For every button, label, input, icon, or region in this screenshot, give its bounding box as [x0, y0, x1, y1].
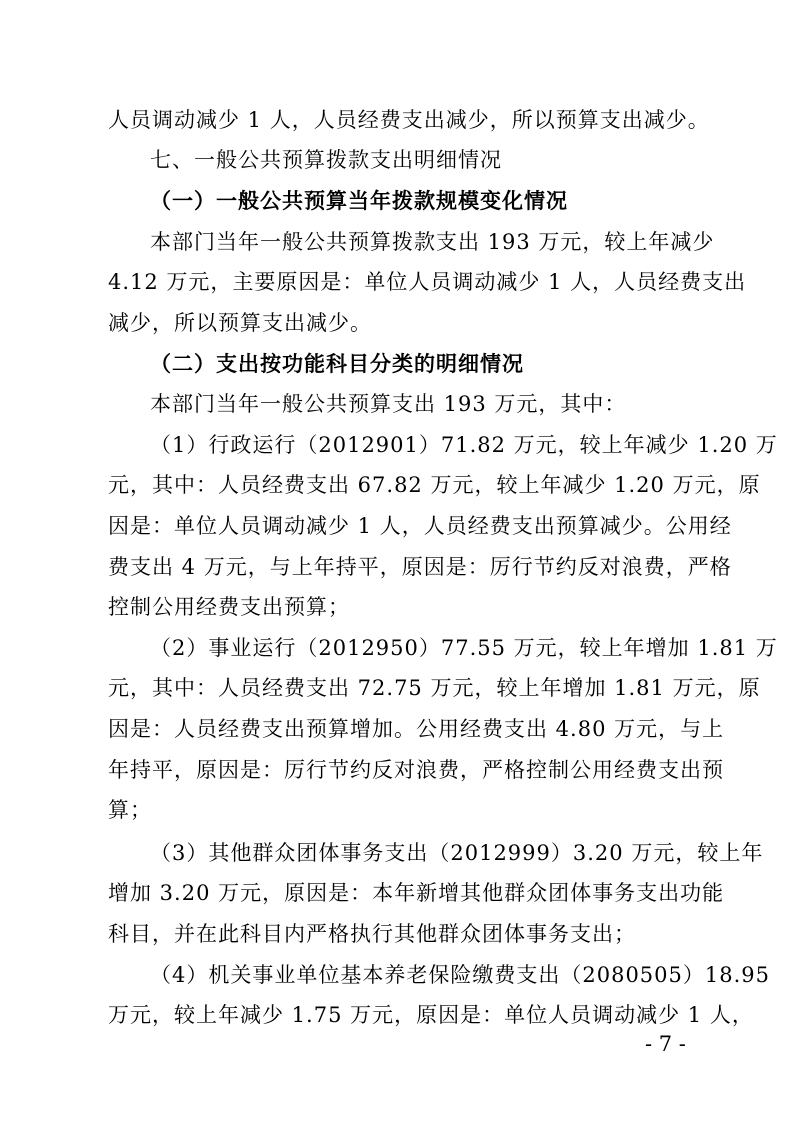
subsection-heading: （一）一般公共预算当年拨款规模变化情况: [150, 189, 568, 213]
body-text-line: （2）事业运行（2012950）77.55 万元，较上年增加 1.81 万: [150, 636, 778, 660]
body-text-line: （1）行政运行（2012901）71.82 万元，较上年减少 1.20 万: [150, 433, 778, 457]
body-text-line: 算；: [108, 798, 152, 822]
body-text-line: 元，其中：人员经费支出 72.75 万元，较上年增加 1.81 万元，原: [108, 676, 761, 700]
body-text-line: 因是：单位人员调动减少 1 人，人员经费支出预算减少。公用经: [108, 514, 732, 538]
body-text-line: 人员调动减少 1 人，人员经费支出减少，所以预算支出减少。: [108, 108, 710, 132]
body-text-line: 增加 3.20 万元，原因是：本年新增其他群众团体事务支出功能: [108, 881, 725, 905]
body-text-line: 万元，较上年减少 1.75 万元，原因是：单位人员调动减少 1 人，: [108, 1003, 754, 1027]
body-text-line: 减少，所以预算支出减少。: [108, 311, 372, 335]
body-text-line: 控制公用经费支出预算；: [108, 595, 350, 619]
body-text-line: 本部门当年一般公共预算拨款支出 193 万元，较上年减少: [150, 230, 715, 254]
body-text-line: 本部门当年一般公共预算支出 193 万元，其中：: [150, 392, 627, 416]
body-text-line: 年持平，原因是：厉行节约反对浪费，严格控制公用经费支出预: [108, 758, 724, 782]
body-text-line: 4.12 万元，主要原因是：单位人员调动减少 1 人，人员经费支出: [108, 270, 747, 294]
body-text-line: （3）其他群众团体事务支出（2012999）3.20 万元，较上年: [150, 841, 764, 865]
body-text-line: 因是：人员经费支出预算增加。公用经费支出 4.80 万元，与上: [108, 717, 725, 741]
section-heading: 七、一般公共预算拨款支出明细情况: [150, 148, 502, 172]
body-text-line: （4）机关事业单位基本养老保险缴费支出（2080505）18.95: [150, 963, 771, 987]
page-number: - 7 -: [645, 1032, 686, 1056]
subsection-heading: （二）支出按功能科目分类的明细情况: [150, 352, 524, 376]
body-text-line: 科目，并在此科目内严格执行其他群众团体事务支出；: [108, 922, 636, 946]
body-text-line: 费支出 4 万元，与上年持平，原因是：厉行节约反对浪费，严格: [108, 555, 732, 579]
body-text-line: 元，其中：人员经费支出 67.82 万元，较上年减少 1.20 万元，原: [108, 473, 761, 497]
